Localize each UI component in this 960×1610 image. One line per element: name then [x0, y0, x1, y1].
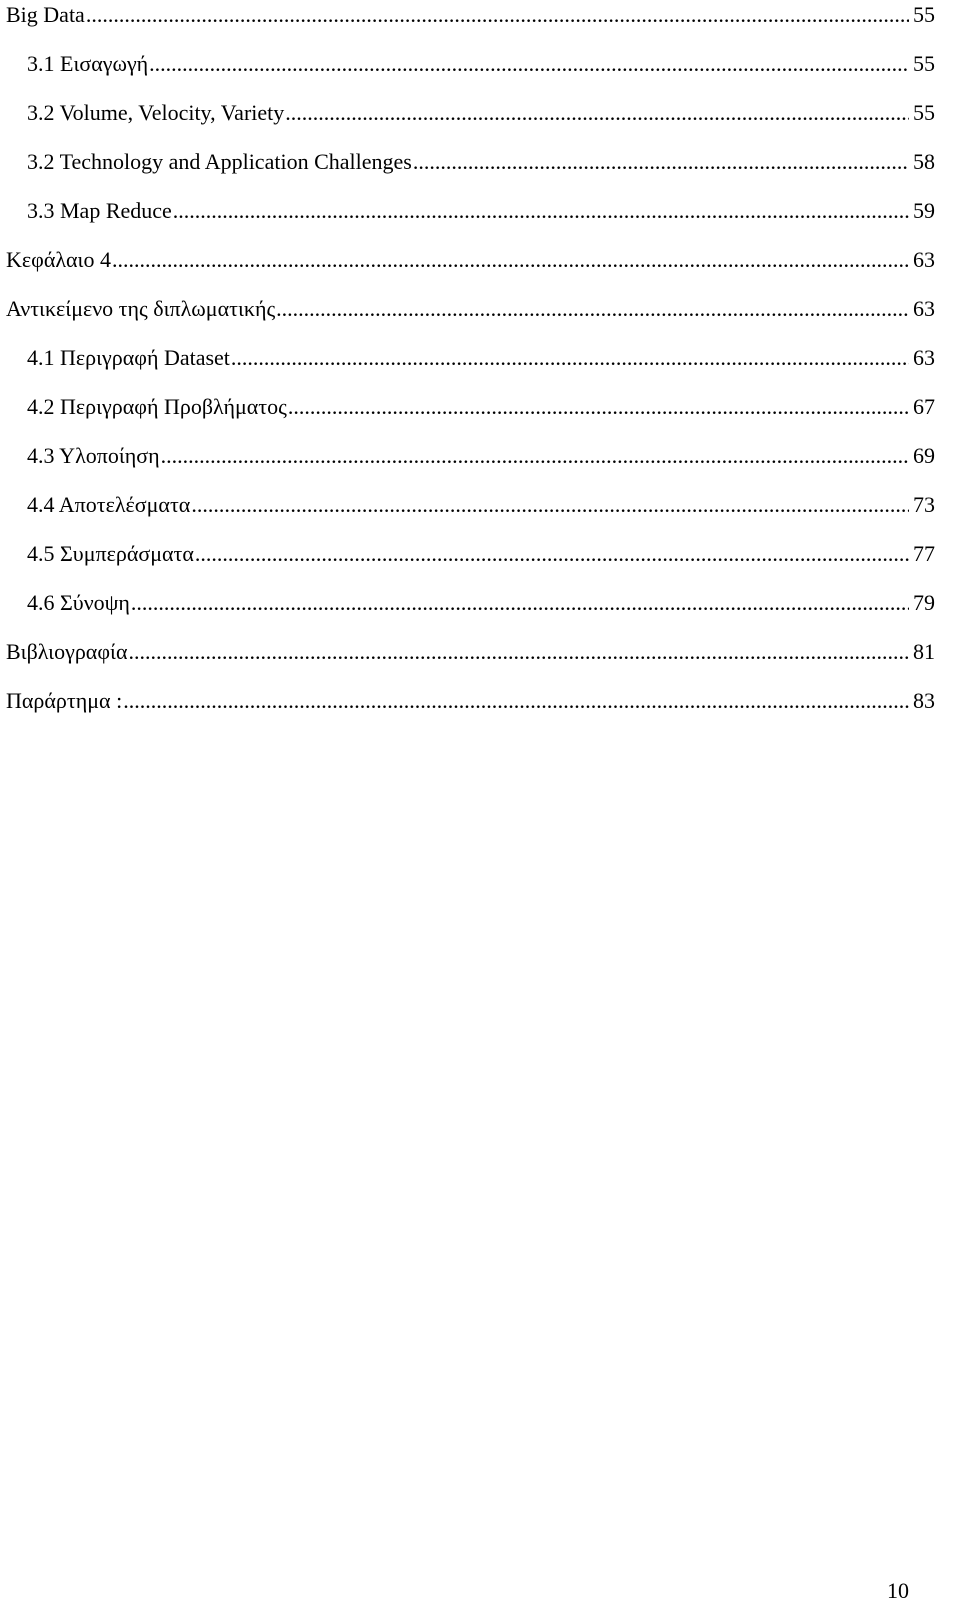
toc-dot-leader — [285, 98, 909, 128]
toc-dot-leader — [112, 245, 909, 275]
toc-entry-page: 83 — [913, 688, 935, 713]
toc-entry[interactable] — [6, 245, 935, 294]
toc-entry-page: 67 — [913, 394, 935, 419]
toc-entry-page: 59 — [913, 198, 935, 223]
toc-entry-page: 63 — [913, 296, 935, 321]
toc-dot-leader — [413, 147, 909, 177]
toc-entry[interactable] — [6, 343, 935, 392]
toc-entry-title: 4.1 Περιγραφή Dataset — [27, 345, 230, 370]
toc-dot-leader — [195, 539, 909, 569]
toc-dot-leader — [128, 637, 909, 667]
toc-entry-page: 55 — [913, 2, 935, 27]
toc-dot-leader — [131, 588, 909, 618]
toc-dot-leader — [123, 686, 909, 716]
toc-entry[interactable] — [6, 441, 935, 490]
toc-dot-leader — [191, 490, 909, 520]
toc-entry-title: 4.5 Συμπεράσματα — [27, 541, 194, 566]
toc-dot-leader — [288, 392, 909, 422]
toc-entry-page: 63 — [913, 345, 935, 370]
toc-entry-title: 4.2 Περιγραφή Προβλήματος — [27, 394, 287, 419]
toc-entry-page: 55 — [913, 100, 935, 125]
toc-dot-leader — [276, 294, 909, 324]
toc-entry-title: 3.3 Map Reduce — [27, 198, 172, 223]
toc-entry-page: 69 — [913, 443, 935, 468]
toc-dot-leader — [149, 49, 909, 79]
toc-entry-title: 4.6 Σύνοψη — [27, 590, 130, 615]
toc-entry-page: 79 — [913, 590, 935, 615]
toc-dot-leader — [173, 196, 909, 226]
toc-entry[interactable] — [6, 539, 935, 588]
toc-entry[interactable] — [6, 490, 935, 539]
toc-entry-title: 4.4 Αποτελέσματα — [27, 492, 191, 517]
toc-entry[interactable] — [6, 49, 935, 98]
toc-entry-page: 58 — [913, 149, 935, 174]
toc-entry-title: Αντικείμενο της διπλωματικής — [6, 296, 276, 321]
toc-entry[interactable] — [6, 392, 935, 441]
toc-entry-title: Big Data — [6, 2, 85, 27]
toc-dot-leader — [231, 343, 909, 373]
toc-entry-title: 4.3 Υλοποίηση — [27, 443, 160, 468]
toc-entry-title: Παράρτημα : — [6, 688, 123, 713]
table-of-contents — [6, 0, 935, 735]
toc-entry-page: 73 — [913, 492, 935, 517]
toc-dot-leader — [86, 0, 909, 30]
toc-entry[interactable] — [6, 686, 935, 735]
toc-entry[interactable] — [6, 0, 935, 49]
toc-entry[interactable] — [6, 637, 935, 686]
toc-entry-title: 3.2 Technology and Application Challenges — [27, 149, 412, 174]
toc-entry-page: 55 — [913, 51, 935, 76]
toc-entry[interactable] — [6, 98, 935, 147]
toc-entry[interactable] — [6, 588, 935, 637]
toc-entry-page: 77 — [913, 541, 935, 566]
toc-entry[interactable] — [6, 147, 935, 196]
toc-entry-title: Βιβλιογραφία — [6, 639, 128, 664]
toc-entry-page: 81 — [913, 639, 935, 664]
toc-entry-page: 63 — [913, 247, 935, 272]
toc-entry-title: 3.1 Εισαγωγή — [27, 51, 149, 76]
toc-entry-title: Κεφάλαιο 4 — [6, 247, 111, 272]
toc-entry[interactable] — [6, 294, 935, 343]
toc-entry[interactable] — [6, 196, 935, 245]
page-number: 10 — [887, 1578, 909, 1603]
toc-dot-leader — [161, 441, 909, 471]
toc-entry-title: 3.2 Volume, Velocity, Variety — [27, 100, 285, 125]
